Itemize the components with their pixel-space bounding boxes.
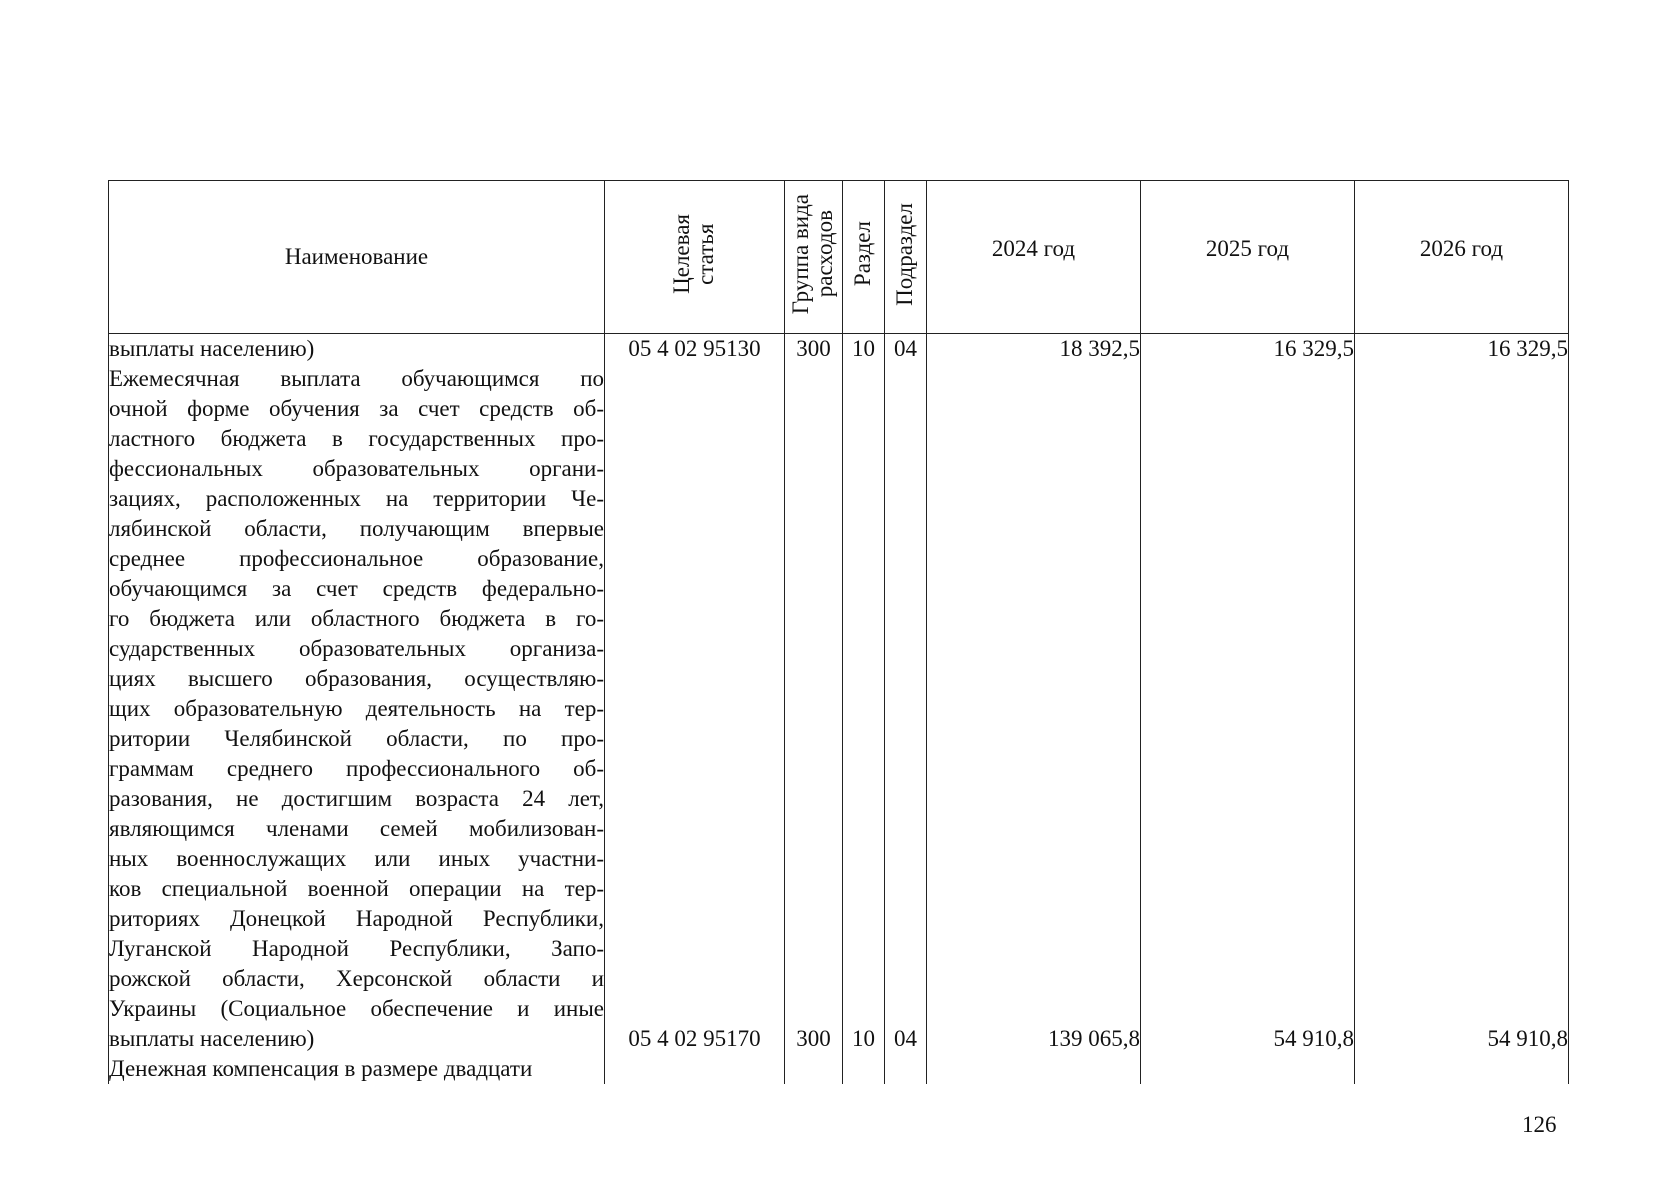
table-row: [109, 1054, 1569, 1084]
row-value-2024: 139 065,8: [927, 364, 1141, 1054]
name-line: обучающимся за счет средств федерально-: [109, 576, 604, 601]
row-name: [109, 1054, 605, 1084]
name-line: ластного бюджета в государственных про-: [109, 426, 604, 451]
row-target-article: 05 4 02 95130: [605, 334, 785, 365]
name-line: ков специальной военной операции на тер-: [109, 876, 604, 901]
row-value-2025: 16 329,5: [1141, 334, 1355, 365]
row-expense-group: 300: [785, 334, 843, 365]
name-line: фессиональных образовательных органи-: [109, 456, 604, 481]
row-name: [109, 334, 605, 365]
name-line: щих образовательную деятельность на тер-: [109, 696, 604, 721]
name-line: Украины (Социальное обеспечение и иные: [109, 996, 604, 1021]
header-name: Наименование: [109, 181, 605, 334]
row-value-2024: [927, 1054, 1141, 1084]
name-line: риториях Донецкой Народной Республики,: [109, 906, 604, 931]
name-line: циях высшего образования, осуществляю-: [109, 666, 604, 691]
name-line: Ежемесячная выплата обучающимся по: [109, 366, 604, 391]
row-value-2026: [1355, 1054, 1569, 1084]
row-section: 10: [843, 364, 885, 1054]
row-value-2024: 18 392,5: [927, 334, 1141, 365]
header-target-article: Целевая статья: [605, 181, 785, 334]
row-name: [109, 364, 605, 1054]
name-line: выплаты населению): [109, 336, 315, 361]
header-expense-group: Группа вида расходов: [785, 181, 843, 334]
row-target-article: [605, 1054, 785, 1084]
row-value-2026: 54 910,8: [1355, 364, 1569, 1054]
row-value-2025: 54 910,8: [1141, 364, 1355, 1054]
row-subsection: 04: [885, 364, 927, 1054]
name-line: Луганской Народной Республики, Запо-: [109, 936, 604, 961]
name-line: среднее профессиональное образование,: [109, 546, 604, 571]
table-row: [109, 334, 1569, 365]
budget-table: [108, 180, 1569, 1084]
row-expense-group: 300: [785, 364, 843, 1054]
page-number: 126: [1522, 1112, 1557, 1137]
header-subsection: Подраздел: [885, 181, 927, 334]
header-row: [109, 181, 1569, 334]
header-year-2026: 2026 год: [1355, 181, 1569, 334]
row-expense-group: [785, 1054, 843, 1084]
name-line: лябинской области, получающим впервые: [109, 516, 604, 541]
name-line: го бюджета или областного бюджета в го-: [109, 606, 604, 631]
name-line: разования, не достигшим возраста 24 лет,: [109, 786, 604, 811]
header-section: Раздел: [843, 181, 885, 334]
name-line: ритории Челябинской области, по про-: [109, 726, 604, 751]
name-line: Денежная компенсация в размере двадцати: [109, 1056, 533, 1081]
name-line: выплаты населению): [109, 1026, 315, 1051]
name-line: рожской области, Херсонской области и: [109, 966, 604, 991]
name-line: очной форме обучения за счет средств об-: [109, 396, 604, 421]
name-line: зациях, расположенных на территории Че-: [109, 486, 604, 511]
name-line: являющимся членами семей мобилизован-: [109, 816, 604, 841]
header-year-2024: 2024 год: [927, 181, 1141, 334]
name-line: граммам среднего профессионального об-: [109, 756, 604, 781]
row-value-2025: [1141, 1054, 1355, 1084]
row-target-article: 05 4 02 95170: [605, 364, 785, 1054]
budget-page: [108, 180, 1568, 1090]
name-line: ных военнослужащих или иных участни-: [109, 846, 604, 871]
row-subsection: [885, 1054, 927, 1084]
row-section: [843, 1054, 885, 1084]
name-line: сударственных образовательных организа-: [109, 636, 604, 661]
table-row: [109, 364, 1569, 1054]
row-subsection: 04: [885, 334, 927, 365]
row-section: 10: [843, 334, 885, 365]
header-year-2025: 2025 год: [1141, 181, 1355, 334]
row-value-2026: 16 329,5: [1355, 334, 1569, 365]
